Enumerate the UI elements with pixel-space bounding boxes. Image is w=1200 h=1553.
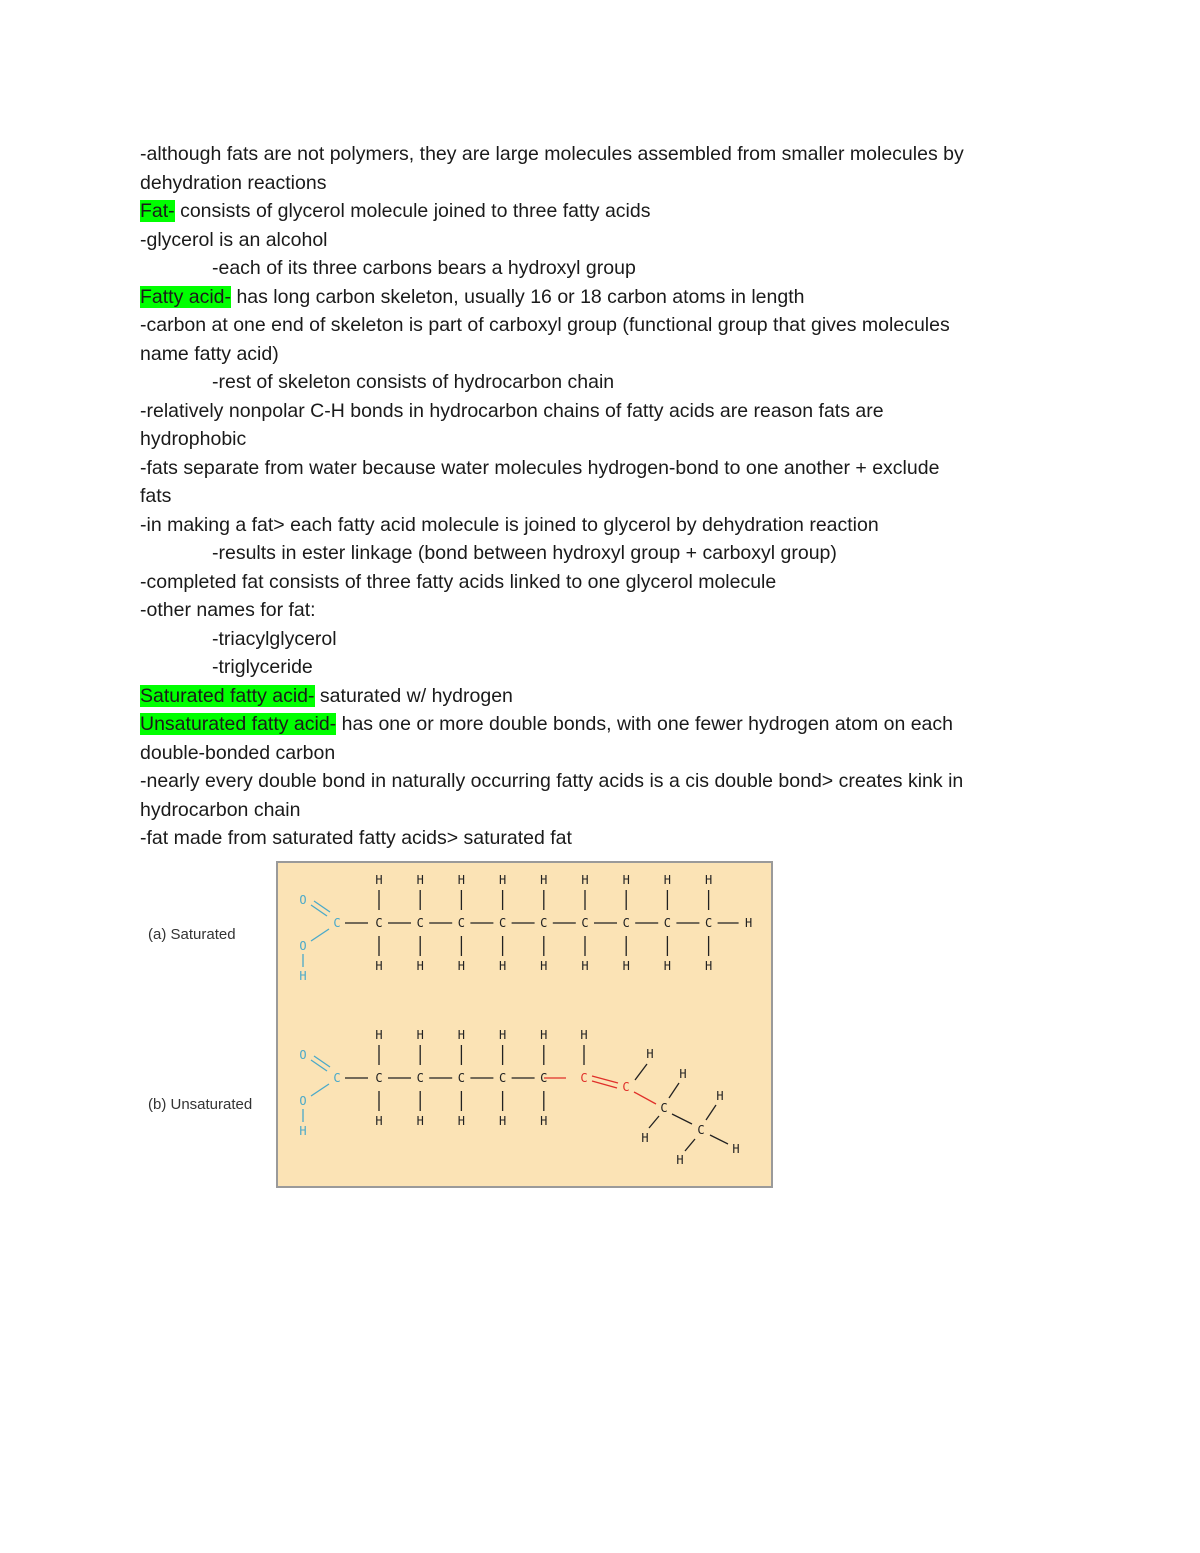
carbon-atom: C: [498, 1071, 507, 1085]
highlighted-term: Unsaturated fatty acid-: [140, 713, 337, 735]
hydrogen-atom: H: [416, 873, 424, 887]
hydrogen-atom: H: [744, 916, 753, 930]
note-text: dehydration reactions: [140, 171, 327, 194]
hydrogen-atom: H: [457, 1114, 466, 1128]
note-text: has long carbon skeleton, usually 16 or 18 carbon atoms in length: [231, 285, 805, 308]
note-line: [140, 539, 1080, 568]
hydrogen-atom: H: [457, 1028, 466, 1042]
hydrogen-atom: H: [641, 1131, 649, 1145]
hydrogen-atom: H: [704, 873, 713, 887]
hydrogen-atom: H: [646, 1047, 654, 1061]
note-line: [140, 454, 1080, 483]
note-text: -glycerol is an alcohol: [140, 228, 328, 251]
hydrogen-atom: H: [676, 1153, 684, 1167]
highlighted-term: Fatty acid-: [140, 285, 232, 308]
note-text: -triglyceride: [212, 656, 313, 678]
note-text: name fatty acid): [140, 342, 279, 365]
fatty-acid-figure: [130, 860, 780, 1190]
note-text: -fat made from saturated fatty acids> saturated fat: [140, 827, 572, 849]
note-line: [140, 739, 1080, 768]
hydrogen-atom: H: [416, 1114, 424, 1128]
hydrogen-atom: H: [375, 1028, 383, 1042]
note-text: -results in ester linkage (bond between hydroxyl group + carboxyl group): [212, 542, 837, 564]
note-line: [140, 796, 1080, 825]
note-text: fats: [140, 485, 172, 507]
note-line: [140, 568, 1080, 597]
note-line: [140, 653, 1080, 682]
note-text: hydrocarbon chain: [140, 798, 301, 821]
hydrogen-atom: H: [416, 959, 424, 973]
carbon-atom: C: [697, 1123, 705, 1137]
hydrogen-atom: H: [716, 1089, 724, 1103]
diagram-panel: [277, 862, 772, 1187]
hydrogen-atom: H: [663, 959, 672, 973]
note-text: -carbon at one end of skeleton is part of carboxyl group (functional group that gives molecules: [140, 314, 950, 336]
note-line: [140, 197, 1080, 226]
highlighted-term: Fat-: [140, 200, 175, 222]
oxygen-atom: O: [299, 1094, 307, 1108]
note-text: -triacylglycerol: [212, 627, 337, 650]
note-line: [140, 710, 1080, 739]
hydrogen-atom: H: [498, 873, 507, 887]
note-text: -other names for fat:: [140, 599, 316, 621]
note-line: [140, 368, 1080, 397]
notes-text: [140, 140, 1080, 853]
hydrogen-atom: H: [375, 1114, 383, 1128]
carbon-atom: C: [416, 1071, 424, 1085]
hydrogen-atom: H: [704, 959, 713, 973]
note-line: [140, 254, 1080, 283]
note-line: [140, 397, 1080, 426]
note-text: -in making a fat> each fatty acid molecule is joined to glycerol by dehydration reaction: [140, 513, 879, 536]
hydrogen-atom: H: [299, 1124, 307, 1138]
carbon-atom: C: [540, 916, 548, 930]
hydrogen-atom: H: [540, 873, 548, 887]
oxygen-atom: O: [299, 1048, 307, 1062]
hydrogen-atom: H: [663, 873, 672, 887]
label-saturated: (a) Saturated: [148, 926, 236, 943]
note-line: [140, 824, 1080, 853]
note-text: -relatively nonpolar C-H bonds in hydrocarbon chains of fatty acids are reason fats are: [140, 399, 884, 422]
hydrogen-atom: H: [498, 1114, 507, 1128]
note-text: -completed fat consists of three fatty acids linked to one glycerol molecule: [140, 570, 777, 593]
carbon-atom: C: [663, 916, 672, 930]
hydrogen-atom: H: [679, 1067, 687, 1081]
carbon-atom: C: [622, 916, 630, 930]
note-line: [140, 482, 1080, 511]
carbon-atom: C: [333, 916, 341, 930]
hydrogen-atom: H: [457, 873, 466, 887]
carbon-atom: C: [704, 916, 713, 930]
hydrogen-atom: H: [498, 1028, 507, 1042]
hydrogen-atom: H: [540, 959, 548, 973]
carbon-atom: C: [457, 1071, 466, 1085]
hydrogen-atom: H: [622, 959, 630, 973]
hydrogen-atom: H: [375, 873, 383, 887]
oxygen-atom: O: [299, 939, 307, 953]
carbon-atom: C: [622, 1080, 630, 1094]
note-text: -nearly every double bond in naturally occurring fatty acids is a cis double bond> creates kink in: [140, 770, 964, 792]
note-line: [140, 511, 1080, 540]
hydrogen-atom: H: [540, 1114, 548, 1128]
note-text: saturated w/ hydrogen: [314, 684, 513, 707]
note-line: [140, 682, 1080, 711]
hydrogen-atom: H: [581, 959, 589, 973]
carbon-atom: C: [375, 1071, 383, 1085]
hydrogen-atom: H: [416, 1028, 424, 1042]
hydrogen-atom: H: [580, 1028, 588, 1042]
hydrogen-atom: H: [457, 959, 466, 973]
carbon-atom: C: [375, 916, 383, 930]
note-line: [140, 226, 1080, 255]
note-text: double-bonded carbon: [140, 741, 336, 764]
carbon-atom: C: [333, 1071, 341, 1085]
hydrogen-atom: H: [498, 959, 507, 973]
note-text: -although fats are not polymers, they are large molecules assembled from smaller molecules by: [140, 143, 964, 165]
carbon-atom: C: [457, 916, 466, 930]
hydrogen-atom: H: [299, 969, 307, 983]
note-text: -each of its three carbons bears a hydroxyl group: [212, 257, 636, 279]
fatty-acid-diagram: [130, 860, 780, 1190]
carbon-atom: C: [580, 1071, 588, 1085]
note-line: [140, 596, 1080, 625]
note-line: [140, 425, 1080, 454]
label-unsaturated: (b) Unsaturated: [148, 1096, 253, 1113]
note-line: [140, 625, 1080, 654]
carbon-atom: C: [416, 916, 424, 930]
note-line: [140, 283, 1080, 312]
carbon-atom: C: [540, 1071, 548, 1085]
note-text: -rest of skeleton consists of hydrocarbon chain: [212, 371, 615, 393]
hydrogen-atom: H: [622, 873, 630, 887]
carbon-atom: C: [498, 916, 507, 930]
hydrogen-atom: H: [732, 1142, 740, 1156]
hydrogen-atom: H: [581, 873, 589, 887]
note-line: [140, 311, 1080, 340]
carbon-atom: C: [660, 1101, 668, 1115]
note-line: [140, 140, 1080, 169]
oxygen-atom: O: [299, 893, 307, 907]
note-text: has one or more double bonds, with one fewer hydrogen atom on each: [336, 713, 953, 735]
highlighted-term: Saturated fatty acid-: [140, 684, 315, 707]
note-text: hydrophobic: [140, 428, 247, 450]
note-line: [140, 340, 1080, 369]
carbon-atom: C: [581, 916, 589, 930]
note-text: -fats separate from water because water molecules hydrogen-bond to one another + exclude: [140, 456, 940, 479]
note-text: consists of glycerol molecule joined to three fatty acids: [174, 200, 651, 222]
hydrogen-atom: H: [375, 959, 383, 973]
note-line: [140, 169, 1080, 198]
hydrogen-atom: H: [540, 1028, 548, 1042]
note-line: [140, 767, 1080, 796]
